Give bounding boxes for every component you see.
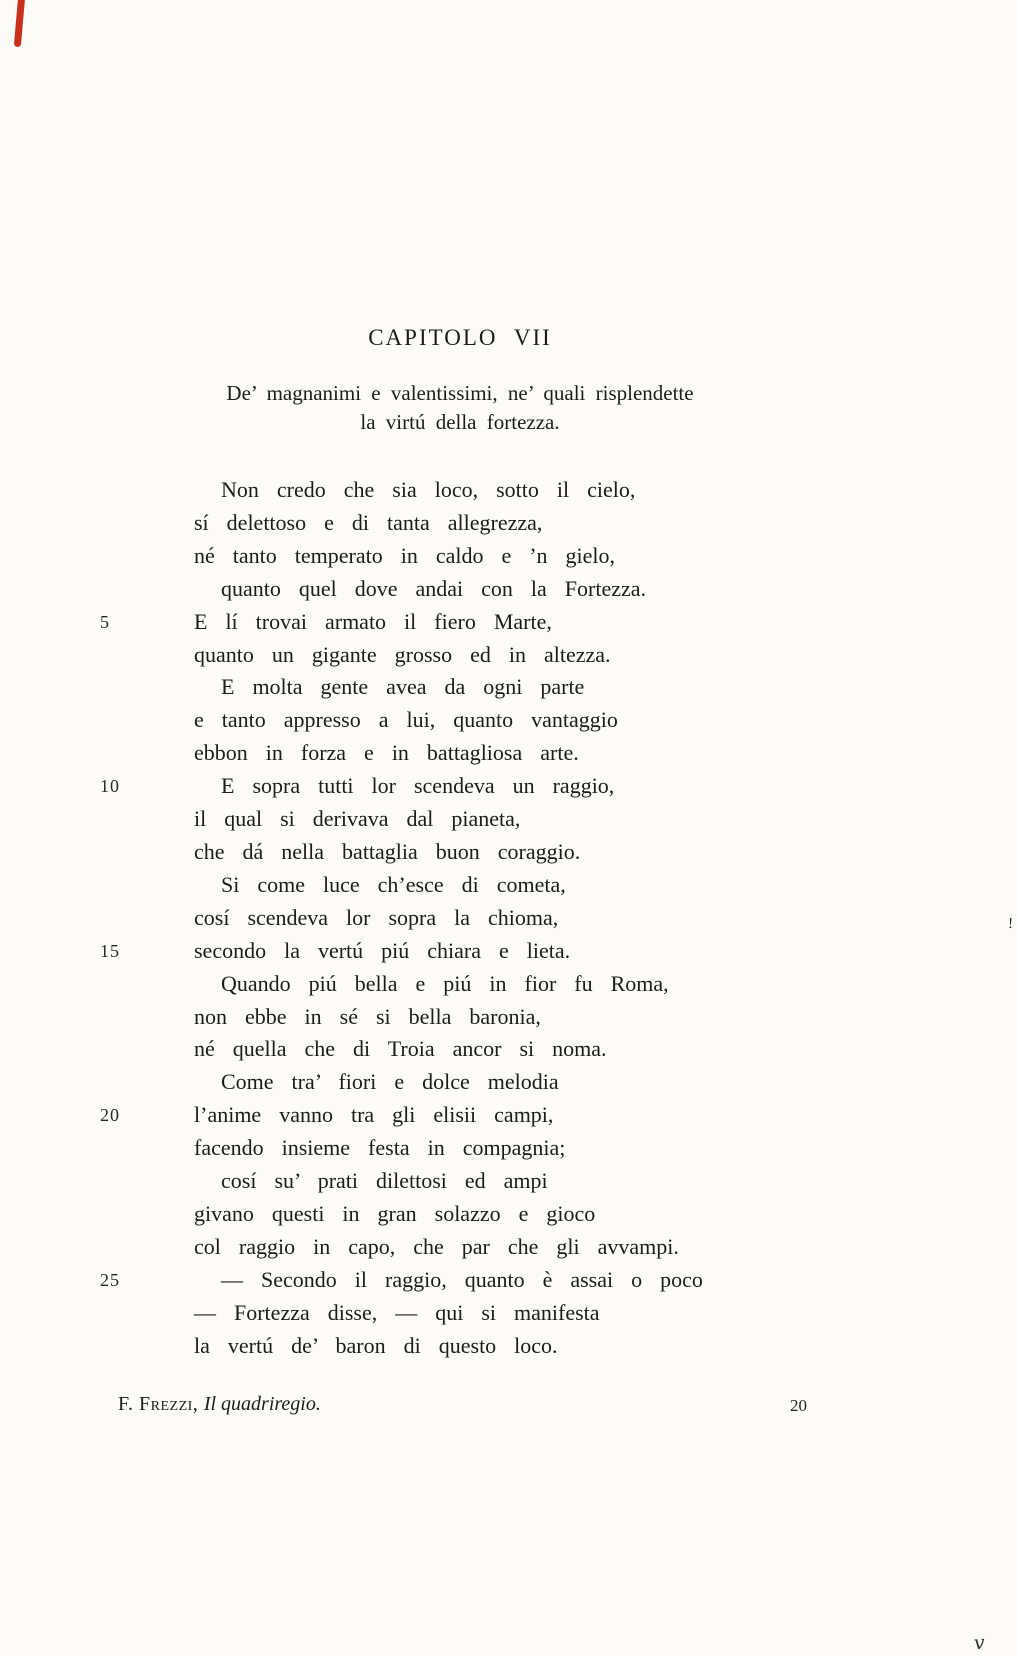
line-number: 5 — [100, 611, 110, 632]
line-number: 25 — [100, 1269, 120, 1290]
poem-line — [194, 1066, 914, 1099]
poem-line — [194, 1198, 914, 1231]
poem — [100, 474, 914, 1362]
poem-line-text: il qual si derivava dal pianeta, — [194, 806, 521, 832]
poem-line-text: E sopra tutti lor scendeva un raggio, — [221, 773, 615, 799]
chapter-subtitle-line1: De’ magnanimi e valentissimi, ne’ quali risplendette — [226, 381, 694, 405]
poem-line — [194, 1001, 914, 1034]
poem-line-text: E molta gente avea da ogni parte — [221, 674, 585, 700]
poem-line — [194, 1033, 914, 1066]
poem-line — [194, 671, 914, 704]
poem-line — [100, 935, 914, 968]
poem-line-text: non ebbe in sé si bella baronia, — [194, 1003, 541, 1029]
edge-ink-mark: ! — [1007, 915, 1014, 933]
line-number: 15 — [100, 940, 120, 961]
poem-line-text: — Secondo il raggio, quanto è assai o poco — [221, 1266, 703, 1292]
poem-line-text: secondo la vertú piú chiara e lieta. — [194, 937, 571, 963]
poem-line — [194, 507, 914, 540]
poem-line — [194, 573, 914, 606]
poem-line — [194, 1231, 914, 1264]
poem-line-text: l’anime vanno tra gli elisii campi, — [194, 1102, 554, 1128]
chapter-title: CAPITOLO VII — [368, 325, 552, 350]
poem-line-text: quanto quel dove andai con la Fortezza. — [221, 575, 647, 601]
poem-line-text: ebbon in forza e in battagliosa arte. — [194, 740, 579, 766]
poem-line — [194, 639, 914, 672]
poem-line — [194, 1330, 914, 1363]
poem-line-text: e tanto appresso a lui, quanto vantaggio — [194, 707, 618, 733]
poem-line-text: cosí su’ prati dilettosi ed ampi — [221, 1168, 548, 1194]
poem-line — [194, 540, 914, 573]
poem-line — [194, 1165, 914, 1198]
footer-author: F. Frezzi, — [118, 1393, 199, 1415]
poem-line-text: cosí scendeva lor sopra la chioma, — [194, 904, 559, 930]
poem-line-text: Come tra’ fiori e dolce melodia — [221, 1069, 559, 1095]
chapter-subtitle — [130, 379, 790, 436]
poem-line-text: Si come luce ch’esce di cometa, — [221, 871, 566, 897]
poem-line-text: E lí trovai armato il fiero Marte, — [194, 608, 552, 634]
poem-line — [194, 1132, 914, 1165]
poem-line — [194, 902, 914, 935]
handwritten-mark: v — [973, 1631, 986, 1655]
poem-line-text: quanto un gigante grosso ed in altezza. — [194, 641, 611, 667]
footer-colophon — [118, 1392, 321, 1416]
poem-line — [194, 836, 914, 869]
poem-line — [194, 968, 914, 1001]
poem-line-text: givano questi in gran solazzo e gioco — [194, 1200, 596, 1226]
chapter-subtitle-line2: la virtú della fortezza. — [360, 409, 560, 434]
line-number: 10 — [100, 776, 120, 797]
poem-line-text: col raggio in capo, che par che gli avvampi. — [194, 1233, 679, 1259]
poem-line-text: la vertú de’ baron di questo loco. — [194, 1332, 558, 1358]
poem-line — [100, 770, 914, 803]
poem-line-text: facendo insieme festa in compagnia; — [194, 1135, 566, 1161]
poem-line-text: — Fortezza disse, — qui si manifesta — [194, 1299, 600, 1325]
poem-line — [194, 869, 914, 902]
poem-line — [194, 737, 914, 770]
poem-line — [100, 606, 914, 639]
signature-number: 20 — [790, 1396, 807, 1415]
poem-line — [194, 704, 914, 737]
poem-line — [194, 474, 914, 507]
poem-line — [100, 1264, 914, 1297]
poem-line-text: né quella che di Troia ancor si noma. — [194, 1036, 607, 1062]
poem-line-text: né tanto temperato in caldo e ’n gielo, — [194, 542, 616, 568]
poem-line-text: Non credo che sia loco, sotto il cielo, — [221, 477, 636, 502]
poem-line-text: che dá nella battaglia buon coraggio. — [194, 838, 581, 864]
line-number: 20 — [100, 1105, 120, 1126]
poem-line-text: sí delettoso e di tanta allegrezza, — [194, 509, 543, 535]
footer-work-title: Il quadriregio. — [203, 1393, 321, 1415]
poem-line-text: Quando piú bella e piú in fior fu Roma, — [221, 970, 669, 996]
red-pen-mark — [14, 0, 25, 47]
poem-line — [194, 1297, 914, 1330]
poem-line — [194, 803, 914, 836]
poem-line — [100, 1099, 914, 1132]
